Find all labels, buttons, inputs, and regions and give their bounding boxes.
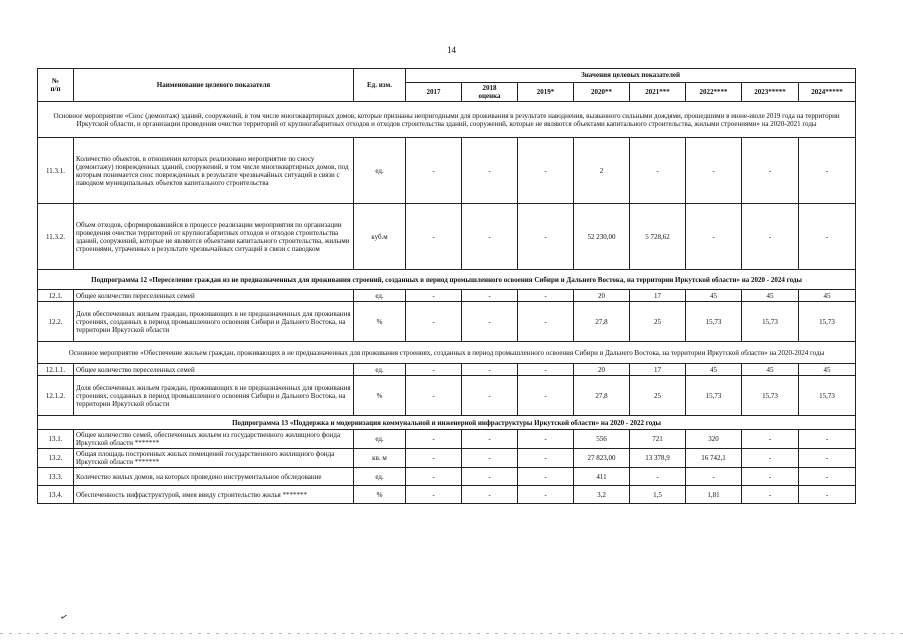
- value-cell: -: [742, 430, 799, 449]
- value-cell: -: [518, 138, 574, 204]
- header-year: 2024*****: [799, 83, 856, 102]
- value-cell: -: [406, 376, 462, 416]
- value-cell: 17: [630, 364, 686, 376]
- header-unit: Ед. изм.: [354, 69, 406, 102]
- value-cell: 1,81: [686, 486, 742, 504]
- value-cell: -: [799, 138, 856, 204]
- value-cell: -: [406, 449, 462, 468]
- value-cell: 15,73: [799, 376, 856, 416]
- value-cell: 15,73: [686, 376, 742, 416]
- subprogram-row: [38, 270, 856, 290]
- header-values: Значения целевых показателей: [406, 69, 856, 83]
- table-row: [38, 376, 856, 416]
- value-cell: 45: [686, 290, 742, 302]
- table-row: [38, 204, 856, 270]
- table-row: [38, 449, 856, 468]
- value-cell: -: [799, 430, 856, 449]
- row-number: 12.1.: [38, 290, 74, 302]
- indicator-name: Общее количество переселенных семей: [74, 290, 354, 302]
- value-cell: -: [462, 302, 518, 342]
- value-cell: 25: [630, 302, 686, 342]
- value-cell: -: [518, 430, 574, 449]
- header-year: 2023*****: [742, 83, 799, 102]
- row-number: 12.2.: [38, 302, 74, 342]
- value-cell: -: [630, 138, 686, 204]
- header-year: 2018 оценка: [462, 83, 518, 102]
- value-cell: -: [686, 138, 742, 204]
- value-cell: -: [406, 138, 462, 204]
- indicator-name: Общая площадь построенных жилых помещений государственного жилищного фонда Иркутской области *******: [74, 449, 354, 468]
- header-num: № п/п: [38, 69, 74, 102]
- value-cell: -: [462, 468, 518, 486]
- value-cell: 320: [686, 430, 742, 449]
- row-number: 12.1.1.: [38, 364, 74, 376]
- indicator-name: Количество жилых домов, на которых проведено инструментальное обследование: [74, 468, 354, 486]
- unit-cell: ед.: [354, 364, 406, 376]
- value-cell: 15,73: [742, 376, 799, 416]
- table-body: [38, 102, 856, 504]
- table-row: [38, 290, 856, 302]
- header-year: 2021***: [630, 83, 686, 102]
- value-cell: -: [462, 364, 518, 376]
- value-cell: 17: [630, 290, 686, 302]
- indicator-name: Доля обеспеченных жильем граждан, проживающих в не предназначенных для проживания строениях, созданных в период промышленного освоения Сибири и Дальнего Востока, на территории Иркутской области: [74, 302, 354, 342]
- header-year: 2017: [406, 83, 462, 102]
- value-cell: 721: [630, 430, 686, 449]
- row-number: 13.2.: [38, 449, 74, 468]
- section-row: [38, 102, 856, 138]
- unit-cell: ед.: [354, 430, 406, 449]
- value-cell: 27 823,00: [574, 449, 630, 468]
- header-year: 2019*: [518, 83, 574, 102]
- value-cell: 52 230,00: [574, 204, 630, 270]
- row-number: 11.3.2.: [38, 204, 74, 270]
- value-cell: 27,8: [574, 376, 630, 416]
- value-cell: 15,73: [742, 302, 799, 342]
- value-cell: 15,73: [799, 302, 856, 342]
- indicator-name: Общее количество семей, обеспеченных жильем из государственного жилищного фонда Иркутской области *******: [74, 430, 354, 449]
- value-cell: 2: [574, 138, 630, 204]
- unit-cell: %: [354, 376, 406, 416]
- value-cell: -: [630, 468, 686, 486]
- header-year: 2022****: [686, 83, 742, 102]
- value-cell: 5 728,62: [630, 204, 686, 270]
- value-cell: 411: [574, 468, 630, 486]
- value-cell: -: [799, 449, 856, 468]
- scan-edge: [0, 633, 903, 634]
- value-cell: -: [799, 468, 856, 486]
- unit-cell: %: [354, 486, 406, 504]
- value-cell: -: [462, 430, 518, 449]
- value-cell: -: [406, 430, 462, 449]
- value-cell: -: [462, 376, 518, 416]
- value-cell: -: [742, 486, 799, 504]
- indicators-table: [37, 68, 856, 504]
- value-cell: -: [518, 468, 574, 486]
- value-cell: -: [742, 468, 799, 486]
- value-cell: -: [686, 468, 742, 486]
- row-number: 13.3.: [38, 468, 74, 486]
- section-title: Основное мероприятие «Обеспечение жильем граждан, проживающих в не предназначенных для проживания строениях, созданных в период промышленного освоения Сибири и Дальнего Востока, на территории Иркутской области» на 2020-2024 годы: [38, 342, 856, 364]
- value-cell: 13 378,9: [630, 449, 686, 468]
- table-row: [38, 486, 856, 504]
- value-cell: 16 742,1: [686, 449, 742, 468]
- indicator-name: Количество объектов, в отношении которых реализовано мероприятие по сносу (демонтажу) поврежденных зданий, сооружений, в том числе многоквартирных домов, под которым понимается снос поврежденных в результате чрезвычайных ситуаций в связи с паводком муниципальных объектов капитального строительства: [74, 138, 354, 204]
- value-cell: 20: [574, 364, 630, 376]
- table-row: [38, 138, 856, 204]
- value-cell: 3,2: [574, 486, 630, 504]
- table-row: [38, 430, 856, 449]
- value-cell: -: [462, 138, 518, 204]
- value-cell: -: [742, 138, 799, 204]
- value-cell: 556: [574, 430, 630, 449]
- value-cell: 1,5: [630, 486, 686, 504]
- value-cell: 20: [574, 290, 630, 302]
- value-cell: -: [518, 364, 574, 376]
- unit-cell: ед.: [354, 290, 406, 302]
- table-row: [38, 468, 856, 486]
- header-year: 2020**: [574, 83, 630, 102]
- indicator-name: Доля обеспеченных жильем граждан, проживающих в не предназначенных для проживания строениях, созданных в период промышленного освоения Сибири и Дальнего Востока, на территории Иркутской области: [74, 376, 354, 416]
- value-cell: 25: [630, 376, 686, 416]
- value-cell: -: [518, 204, 574, 270]
- unit-cell: куб.м: [354, 204, 406, 270]
- indicator-name: Общее количество переселенных семей: [74, 364, 354, 376]
- value-cell: 27,8: [574, 302, 630, 342]
- value-cell: -: [518, 290, 574, 302]
- value-cell: 15,73: [686, 302, 742, 342]
- indicator-name: Обеспеченность инфраструктурой, имея ввиду строительство жилья *******: [74, 486, 354, 504]
- value-cell: -: [799, 204, 856, 270]
- subprogram-title: Подпрограмма 12 «Переселение граждан из не предназначенных для проживания строений, созданных в период промышленного освоения Сибири и Дальнего Востока, на территории Иркутской области» на 2020 - 2024 годы: [38, 270, 856, 290]
- section-title: Основное мероприятие «Снос (демонтаж) зданий, сооружений, в том числе многоквартирных домов, которые признаны непригодными для проживания в результате наводнения, вызванного сильными дождями, прошедшими в июне-июле 2019 года на территории Иркутской области, и организации проведения очистки территорий от крупногабаритных отходов и отходов строительства зданий, сооружений, которые не являются объектами капитального строительства, жилыми строениями» на 2020-2021 годы: [38, 102, 856, 138]
- value-cell: -: [518, 376, 574, 416]
- value-cell: 45: [742, 290, 799, 302]
- unit-cell: ед.: [354, 138, 406, 204]
- row-number: 13.1.: [38, 430, 74, 449]
- scan-mark: ✓: [58, 611, 70, 624]
- value-cell: -: [742, 449, 799, 468]
- value-cell: 45: [742, 364, 799, 376]
- subprogram-row: [38, 416, 856, 430]
- unit-cell: %: [354, 302, 406, 342]
- header-name: Наименование целевого показателя: [74, 69, 354, 102]
- value-cell: -: [686, 204, 742, 270]
- value-cell: -: [462, 290, 518, 302]
- subprogram-title: Подпрограмма 13 «Поддержка и модернизация коммунальной и инженерной инфраструктуры Иркутской области» на 2020 - 2022 годы: [38, 416, 856, 430]
- value-cell: -: [406, 290, 462, 302]
- value-cell: -: [518, 486, 574, 504]
- table-row: [38, 302, 856, 342]
- row-number: 12.1.2.: [38, 376, 74, 416]
- value-cell: -: [462, 486, 518, 504]
- table-row: [38, 364, 856, 376]
- value-cell: -: [799, 486, 856, 504]
- value-cell: -: [518, 449, 574, 468]
- page-number: 14: [447, 45, 456, 55]
- value-cell: -: [406, 468, 462, 486]
- value-cell: -: [742, 204, 799, 270]
- indicator-name: Объем отходов, сформировавшийся в процессе реализации мероприятия по организации проведения очистки территорий от крупногабаритных отходов и отходов строительства зданий, сооружений, которые не являются объектами капитального строительства, жилыми строениями, утраченных в результате чрезвычайных ситуаций в связи с паводком: [74, 204, 354, 270]
- row-number: 11.3.1.: [38, 138, 74, 204]
- value-cell: -: [406, 204, 462, 270]
- value-cell: -: [406, 486, 462, 504]
- unit-cell: кв. м: [354, 449, 406, 468]
- value-cell: 45: [686, 364, 742, 376]
- row-number: 13.4.: [38, 486, 74, 504]
- value-cell: -: [406, 364, 462, 376]
- value-cell: 45: [799, 290, 856, 302]
- value-cell: -: [406, 302, 462, 342]
- value-cell: -: [462, 204, 518, 270]
- unit-cell: ед.: [354, 468, 406, 486]
- value-cell: 45: [799, 364, 856, 376]
- section-row: [38, 342, 856, 364]
- value-cell: -: [462, 449, 518, 468]
- value-cell: -: [518, 302, 574, 342]
